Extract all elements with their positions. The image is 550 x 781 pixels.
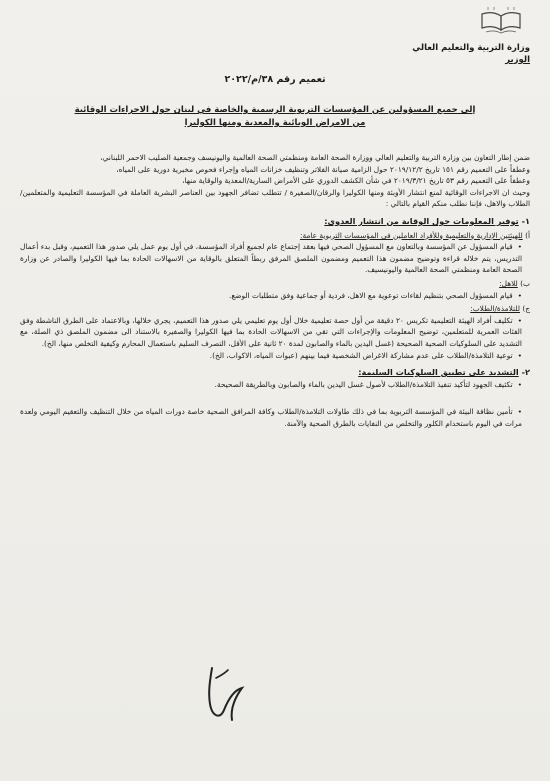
circular-number: تعميم رقم ٣٨/م/٢٠٢٢ [224,74,326,85]
ministry-name: وزارة التربية والتعليم العالي [412,43,530,53]
ministry-header [412,42,530,66]
handwritten-signature-icon [190,660,260,730]
section-2-heading [20,367,530,379]
section-1c-letter: ج) [522,304,530,314]
section-1-heading [20,216,530,228]
section-2-title: التشديد على تطبيق السلوكيات السليمة: [358,367,519,378]
section-1a-heading [20,230,530,242]
section-1c-heading [20,303,530,315]
section-1c-title: للتلامذة/الطلاب: [470,304,520,314]
document-headline [25,104,525,130]
section-1b-heading [20,278,530,290]
section-2-bullet-2: • تأمين نظافة البيئة في المؤسسة التربوية بما في ذلك طاولات التلامذة/الطلاب وكافة المرافق الصحية خاصة دورات المياه من خلال التنظيف والتعقيم اليومي ولعدة مرات في اليوم باستخدام الكلور والتخلص من النفايات بالطرق الصحية والآمنة. [20,406,530,429]
intro-paragraph-4: وحيث ان الاجراءات الوقائية لمنع انتشار الأوبئة ومنها الكوليرا والرقان/الصفيرة / تتطلب تضافر الجهود بين العناصر البشرية العاملة في المؤسسة التعليمية والمتعلمين/الطلاب والاهل، فإننا نطلب منكم القيام بالتالي : [20,187,530,209]
section-1c-bullet-2: • توعية التلامذة/الطلاب على عدم مشاركة الاغراض الشخصية فيما بينهم (عبوات المياه، الاكواب، الخ). [20,350,530,362]
section-1b-letter: ب) [520,278,530,288]
intro-paragraph-1: ضمن إطار التعاون بين وزارة التربية والتعليم العالي ووزارة الصحة العامة ومنظمتي الصحة العالمية واليونيسف وجمعية الصليب الاحمر اللبناني، [100,153,530,162]
section-1a-bullet: • قيام المسؤول عن المؤسسة وبالتعاون مع المسؤول الصحي فيها بعقد إجتماع عام لجميع أفراد المؤسسة، في أول يوم عمل يلي صدور هذا التعميم، وقبل بدء أعمال التدريس، يتم خلاله قراءة وتوضيح مضمون هذا التعميم ومضمون الملصق المرفق ربطاً المتعلق بالوقاية من الاسهالات الحادة بما فيها الكوليرا والصادر عن وزارة الصحة العامة ومنظمتي الصحة العالمية واليونيسيف. [20,241,530,276]
section-1a-title: للهيئتين الإدارية والتعليمية وللأفراد العاملين في المؤسسات التربوية عامة: [300,230,523,240]
section-1-title: توفير المعلومات حول الوقاية من انتشار العدوى: [324,215,519,226]
headline-line-2: من الامراض الوبائية والمعدية ومنها الكوليرا [184,118,366,128]
document-body [20,152,530,429]
section-1c-bullet-1: • تكليف أفراد الهيئة التعليمية تكريس ٢٠ دقيقة من أول حصة تعليمية خلال أول يوم تعليمي يلي صدور هذا التعميم، يجري خلالها، وبالاعتماد على الطرق الناشطة وفق الفئات العمرية للمتعلمين، توضيح المعلومات والإجراءات التي تقي من الاسهالات الحادة بما فيها الكوليرا والصفيرة بالاستناد الى مضمون الملصق ذي الصلة، مع التشديد على السلوكيات الصحية الصحيحة (غسل اليدين بالماء والصابون لمدة ٢٠ ثانية على الأقل، التصرف السليم باستعمال المحارم وكيفية التخلص منها، الخ). [20,315,530,350]
section-2-bullet-1: • تكثيف الجهود لتأكيد تنفيذ التلامذة/الطلاب لأصول غسل اليدين بالماء والصابون وبالطريقة الصحيحة. [20,379,530,391]
spacer [20,390,530,406]
section-1b-title: للاهل: [499,278,518,288]
intro-paragraph-3: وعطفاً على التعميم رقم ٥٣ تاريخ ٢٠١٩/٣/٢١ في شأن الكشف الدوري على الأمراض السارية/المعدية والوقاية منها، [182,176,530,186]
headline-line-1: إلى جميع المسؤولين عن المؤسسات التربوية الرسمية والخاصة في لبنان حول الاجراءات الوقائية [74,105,476,115]
section-2-number: ٢- [521,367,530,378]
section-1a-letter: أ) [525,230,530,240]
open-book-logo-icon [480,6,522,36]
section-1b-bullet: • قيام المسؤول الصحي بتنظيم لقاءات توعوية مع الاهل، فردية أو جماعية وفق متطلبات الوضع. [20,290,530,302]
section-1-number: ١- [521,215,530,226]
intro-paragraph-2: وعطفاً على التعميم رقم ١٥١ تاريخ ٢٠١٩/١٢/٢ حول الزامية صيانة الفلاتر وتنظيف خزانات المياه وإجراء فحوص مخبرية دورية على المياه، [116,164,530,174]
minister-title: الوزير [505,55,530,65]
